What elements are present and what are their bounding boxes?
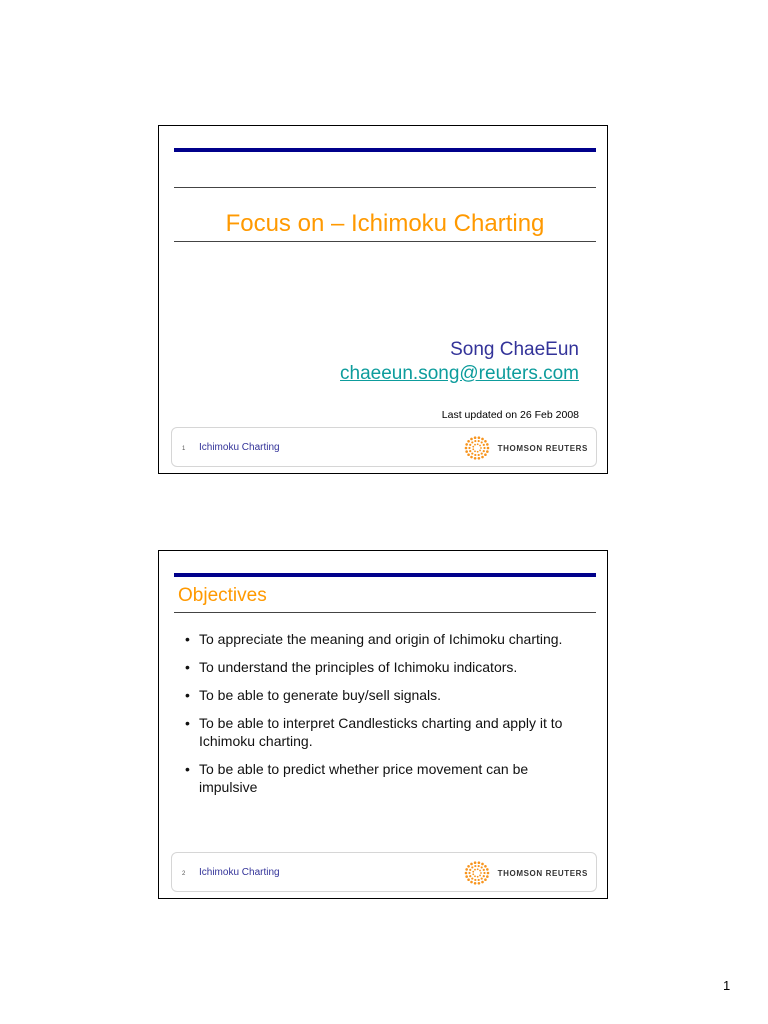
thomson-reuters-logo-icon xyxy=(462,436,492,460)
bullet-icon: • xyxy=(185,761,190,777)
slide-number: 1 xyxy=(182,446,186,452)
slide-number: 2 xyxy=(182,871,186,877)
thomson-reuters-logo xyxy=(462,861,588,885)
slide-1-footer xyxy=(171,427,597,467)
thomson-reuters-logo xyxy=(462,436,588,460)
slide-2-title: Objectives xyxy=(178,585,267,606)
title-bar-blue xyxy=(174,573,596,577)
bullet-icon: • xyxy=(185,631,190,647)
footer-text: Ichimoku Charting xyxy=(199,442,280,453)
list-item: • To be able to predict whether price movement can be impulsive xyxy=(185,761,529,795)
page-number: 1 xyxy=(723,978,731,993)
divider-line-top xyxy=(174,187,596,188)
presenter-name: Song ChaeEun xyxy=(450,339,579,360)
list-item: • To be able to interpret Candlesticks charting and apply it to Ichimoku charting. xyxy=(185,715,563,749)
slide-2 xyxy=(158,550,608,899)
footer-text: Ichimoku Charting xyxy=(199,867,280,878)
logo-text: THOMSON REUTERS xyxy=(497,443,588,453)
list-item: • To be able to generate buy/sell signals. xyxy=(185,687,442,703)
bullet-icon: • xyxy=(185,687,190,703)
objectives-list xyxy=(185,630,590,806)
bullet-icon: • xyxy=(185,715,190,731)
slide-1 xyxy=(158,125,608,474)
slide-1-title: Focus on – Ichimoku Charting xyxy=(225,210,545,237)
divider-line xyxy=(174,612,596,613)
list-item: • To understand the principles of Ichimoku indicators. xyxy=(185,659,518,675)
divider-line-bottom xyxy=(174,241,596,242)
title-bar-blue xyxy=(174,148,596,152)
slide-2-footer xyxy=(171,852,597,892)
bullet-icon: • xyxy=(185,659,190,675)
list-item: • To appreciate the meaning and origin of Ichimoku charting. xyxy=(185,631,563,647)
presenter-email-link[interactable]: chaeeun.song@reuters.com xyxy=(340,363,579,384)
last-updated-text: Last updated on 26 Feb 2008 xyxy=(441,409,579,421)
thomson-reuters-logo-icon xyxy=(462,861,492,885)
logo-text: THOMSON REUTERS xyxy=(497,868,588,878)
